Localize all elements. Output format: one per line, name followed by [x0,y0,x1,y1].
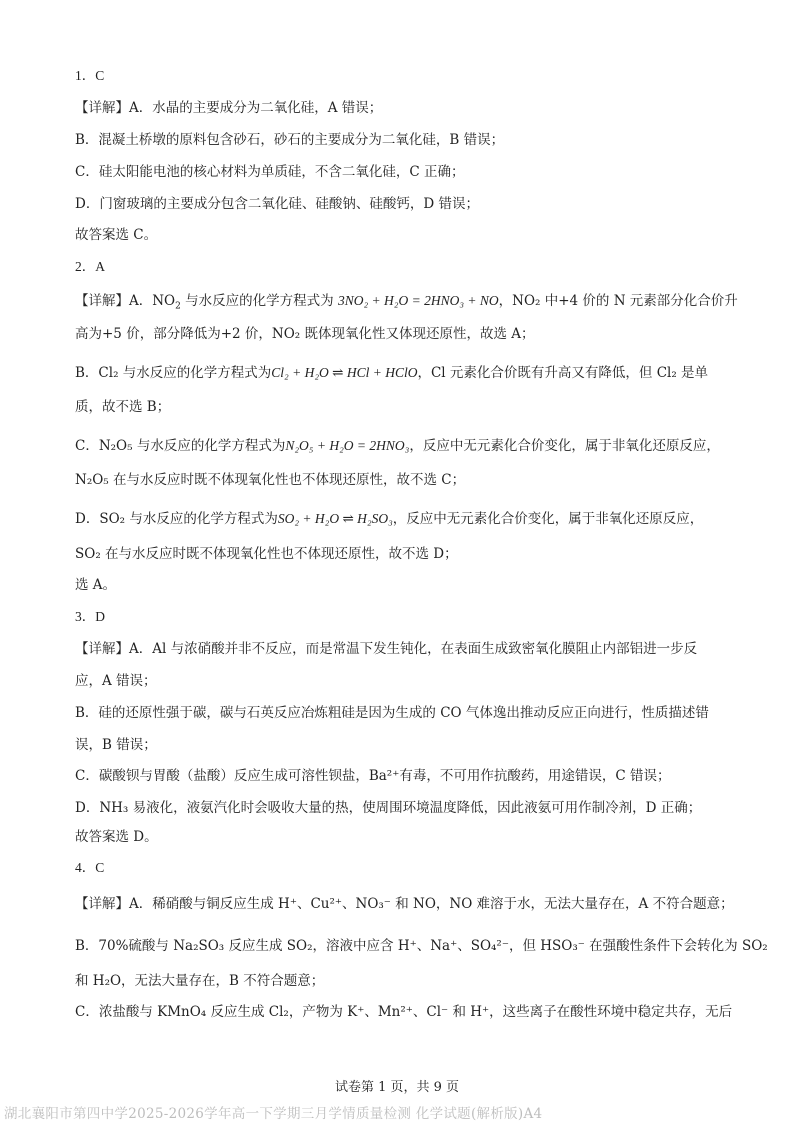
q2-answer: 选 A。 [75,577,117,593]
q2-option-a: 【详解】A．$NO_2$ 与水反应的化学方程式为 3NO₂ + H₂O = 2HNO₃ + NO，NO₂ 中+4 价的 N 元素部分化合价升 [75,293,738,312]
q2-a-prefix: 【详解】A．NO [75,293,176,309]
q1-number: 1．C [75,68,105,83]
q2-option-c [75,436,720,456]
q2-d-equation: SO₂ + H₂O ⇌ H₂SO₃ [277,511,393,526]
watermark: 湖北襄阳市第四中学2025-2026学年高一下学期三月学情质量检测 化学试题(解析版)A4 [4,1106,543,1122]
q2-d-suffix: ，反应中无元素化合价变化，属于非氧化还原反应， [392,511,704,527]
q2-option-b-cont: 质，故不选 B； [75,399,171,415]
q2-c-equation: N₂O₅ + H₂O = 2HNO₃ [285,438,410,453]
q2-a-mid: 与水反应的化学方程式为 [185,293,334,309]
q3-option-a: 【详解】A．Al 与浓硝酸并非不反应，而是常温下发生钝化，在表面生成致密氧化膜阻止内部铝进一步反 [75,641,698,657]
q4-option-c: C．浓盐酸与 KMnO₄ 反应生成 Cl₂，产物为 K⁺、Mn²⁺、Cl⁻ 和 H⁺，这些离子在酸性环境中稳定共存，无后 [75,1004,733,1020]
q3-option-d: D．NH₃ 易液化，液氨汽化时会吸收大量的热，使周围环境温度降低，因此液氨可用作制冷剂，D 正确； [75,800,702,816]
q3-option-b: B．硅的还原性强于碳，碳与石英反应冶炼粗硅是因为生成的 CO 气体逸出推动反应正向进行，性质描述错 [75,705,709,721]
q2-b-suffix: ，Cl 元素化合价既有升高又有降低，但 Cl₂ 是单 [417,365,709,381]
q3-option-a-cont: 应，A 错误； [75,673,157,689]
q1-option-b: B．混凝土桥墩的原料包含砂石，砂石的主要成分为二氧化硅，B 错误； [75,132,505,148]
q2-c-prefix: C．N₂O₅ 与水反应的化学方程式为 [75,438,286,454]
q4-number: 4．C [75,860,105,875]
q3-answer: 故答案选 D。 [75,829,158,845]
q3-number: 3．D [75,609,105,624]
q1-option-c: C．硅太阳能电池的核心材料为单质硅，不含二氧化硅，C 正确； [75,164,465,180]
q2-option-a-cont: 高为+5 价，部分降低为+2 价，NO₂ 既体现氧化性又体现还原性，故选 A； [75,326,535,342]
q2-b-equation: Cl₂ + H₂O ⇌ HCl + HClO [271,365,418,380]
q1-option-a: 【详解】A．水晶的主要成分为二氧化硅，A 错误； [75,100,383,116]
q2-d-prefix: D．SO₂ 与水反应的化学方程式为 [75,511,278,527]
q2-a-equation: 3NO₂ + H₂O = 2HNO₃ + NO [337,293,499,308]
q1-answer: 故答案选 C。 [75,227,158,243]
q3-option-b-cont: 误，B 错误； [75,737,157,753]
q2-b-prefix: B．Cl₂ 与水反应的化学方程式为 [75,365,272,381]
q2-option-b [75,363,708,383]
q2-option-d [75,509,703,529]
q2-c-suffix: ，反应中无元素化合价变化，属于非氧化还原反应， [409,438,720,454]
q4-option-b-cont: 和 H₂O，无法大量存在，B 不符合题意； [75,973,325,989]
q2-a-suffix: ，NO₂ 中+4 价的 N 元素部分化合价升 [498,293,738,309]
q4-option-a: 【详解】A．稀硝酸与铜反应生成 H⁺、Cu²⁺、NO₃⁻ 和 NO，NO 难溶于水，无法大量存在，A 不符合题意； [75,896,734,912]
q1-option-d: D．门窗玻璃的主要成分包含二氧化硅、硅酸钠、硅酸钙，D 错误； [75,196,479,212]
q3-option-c: C．碳酸钡与胃酸（盐酸）反应生成可溶性钡盐，Ba²⁺有毒，不可用作抗酸药，用途错误，C 错误； [75,768,671,784]
q4-option-b: B．70%硫酸与 Na₂SO₃ 反应生成 SO₂，溶液中应含 H⁺、Na⁺、SO₄²⁻，但 HSO₃⁻ 在强酸性条件下会转化为 SO₂ [75,938,768,954]
q2-option-c-cont: N₂O₅ 在与水反应时既不体现氧化性也不体现还原性，故不选 C； [75,472,466,488]
q2-number: 2．A [75,259,105,274]
q2-option-d-cont: SO₂ 在与水反应时既不体现氧化性也不体现还原性，故不选 D； [75,546,458,562]
page-footer: 试卷第 1 页，共 9 页 [334,1080,460,1095]
